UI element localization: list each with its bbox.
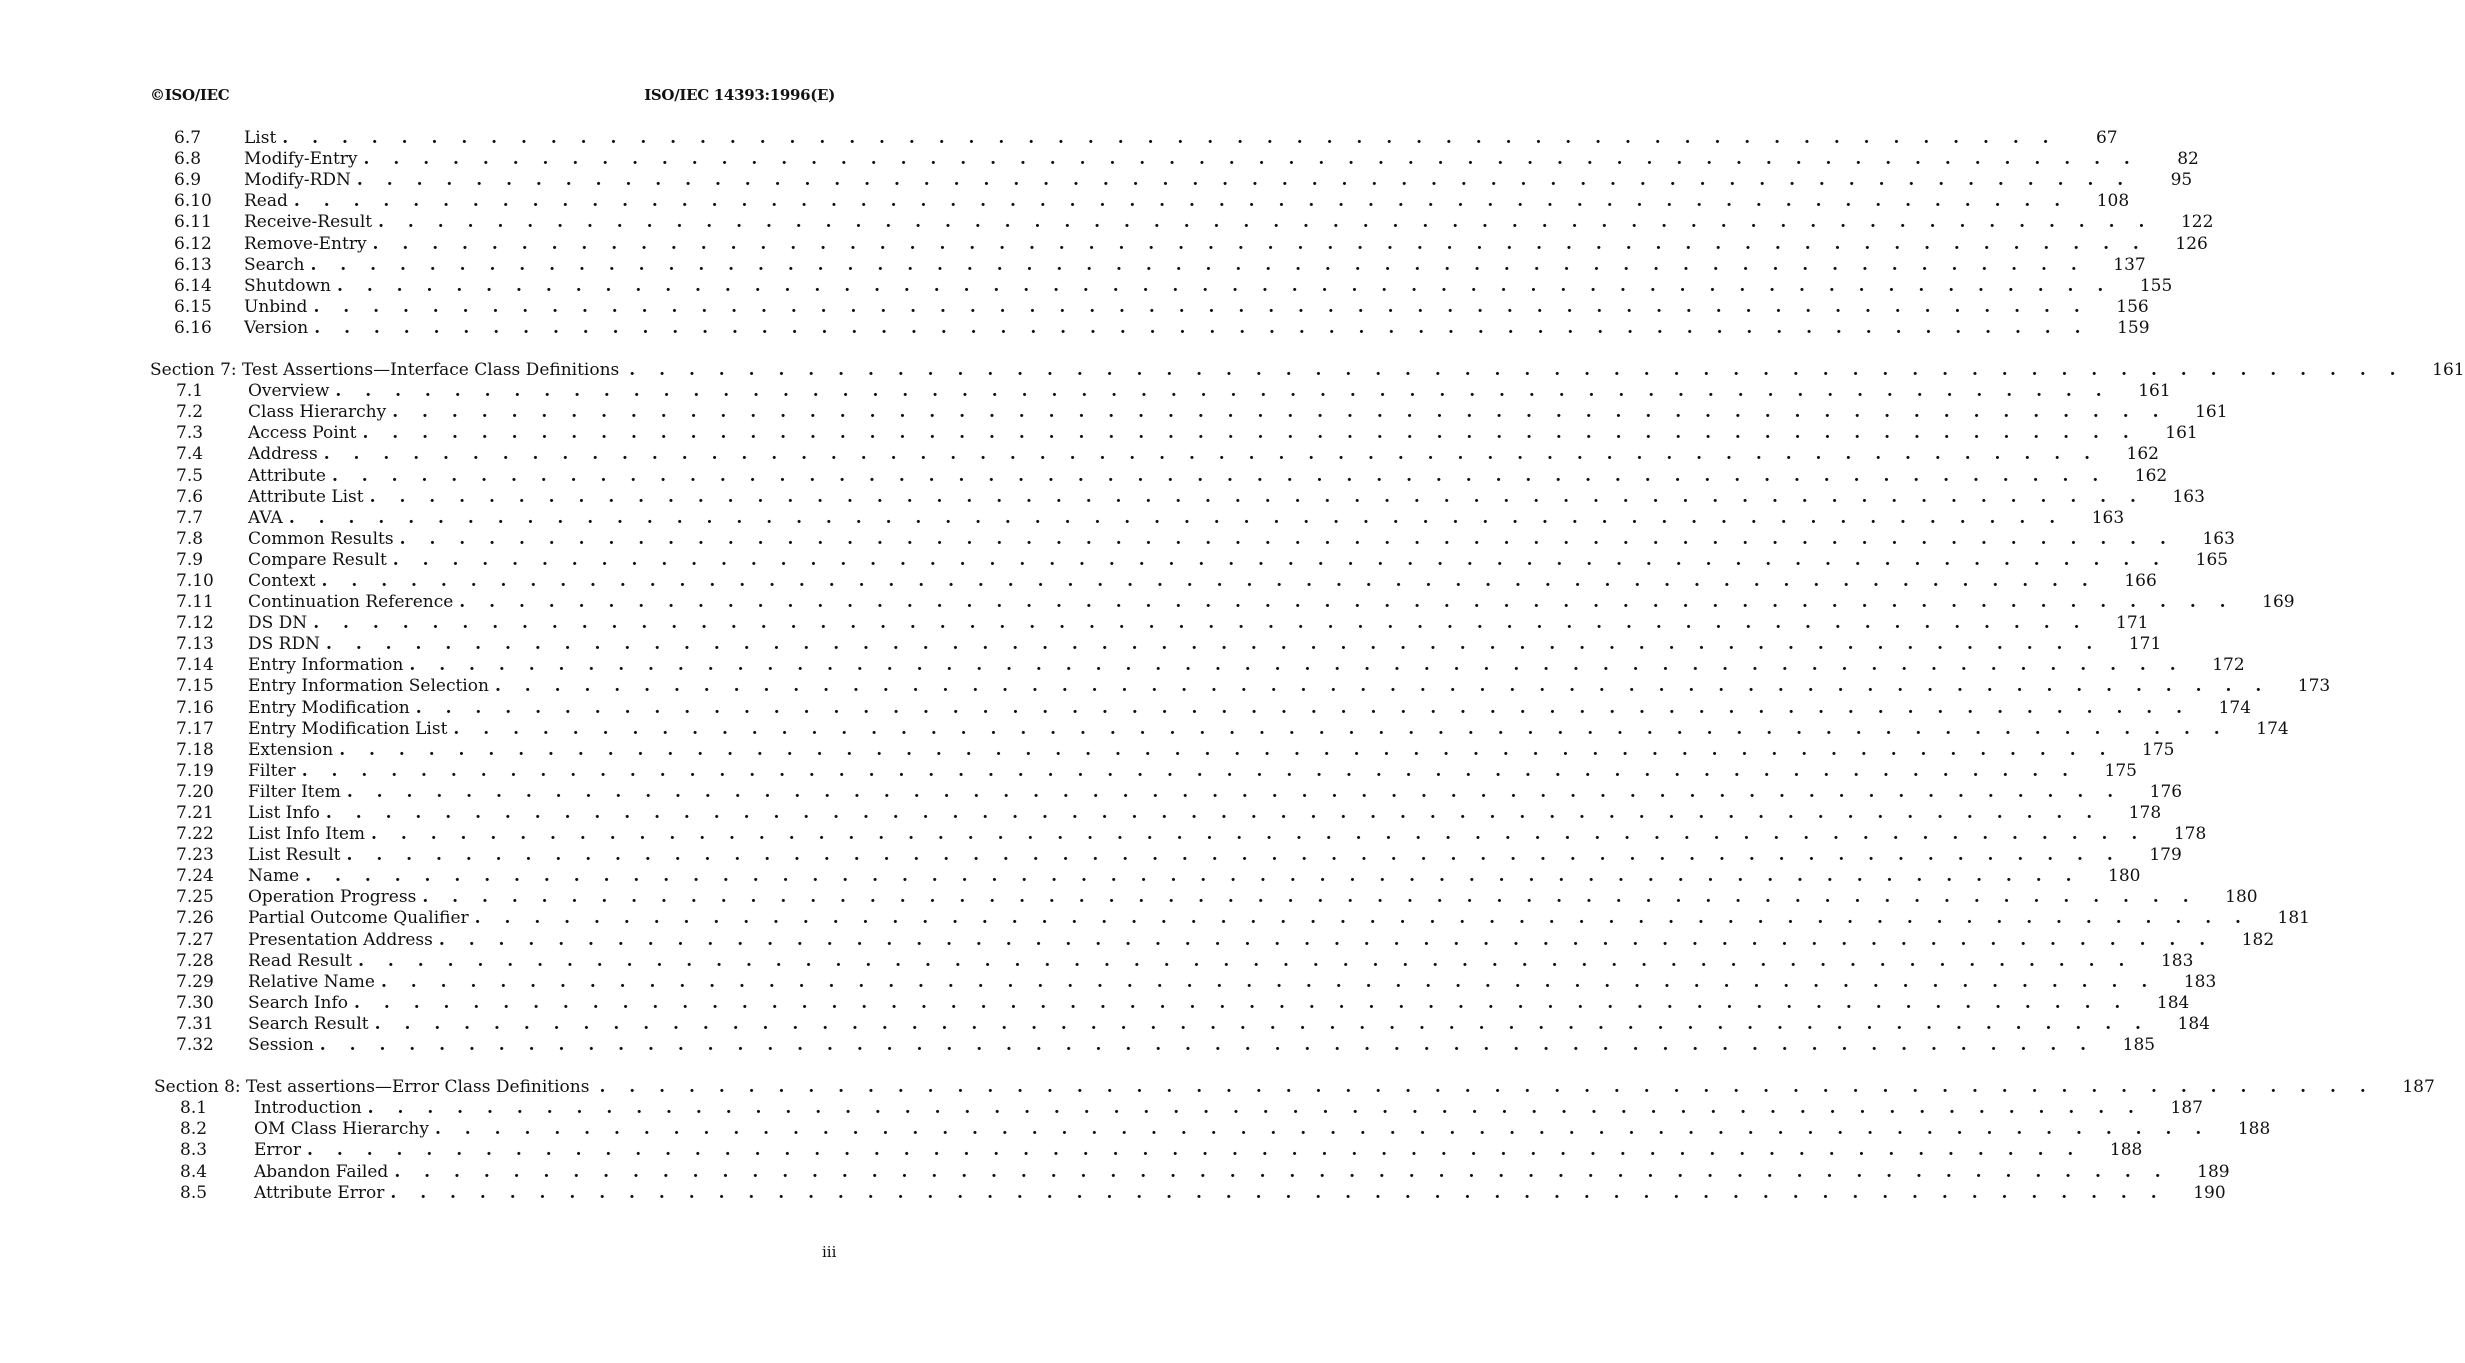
toc-entry-title: Continuation Reference <box>248 592 454 613</box>
toc-entry-number: 7.15 <box>176 676 214 697</box>
toc-entry-number: 7.17 <box>176 718 214 739</box>
toc-page-number: 173 <box>2297 676 2331 697</box>
toc-entry[interactable] <box>150 929 2275 950</box>
toc-entry-number: 7.23 <box>176 845 214 866</box>
toc-dot-leader: . . . . . . . . . . . . . . . . . . . . . . . . . . . . . . . . . . . . . . . . . . . . . . . . . . . . . . . . . . . . <box>369 486 2145 507</box>
toc-entry-number: 7.27 <box>176 929 214 950</box>
toc-entry-number: 7.20 <box>176 781 214 802</box>
toc-dot-leader: . . . . . . . . . . . . . . . . . . . . . . . . . . . . . . . . . . . . . . . . . . . . . . . . . . . . . . . . . . . . <box>323 444 2099 465</box>
toc-dot-leader: . . . . . . . . . . . . . . . . . . . . . . . . . . . . . . . . . . . . . . . . . . . . . . . . . . . . . . . . . . . . <box>599 1077 2375 1098</box>
toc-entry[interactable] <box>150 760 2137 782</box>
toc-entry-title: Operation Progress <box>248 887 417 908</box>
page-header <box>150 86 835 104</box>
toc-section-title: Section 7: Test Assertions—Interface Class Definitions <box>150 360 620 381</box>
toc-dot-leader: . . . . . . . . . . . . . . . . . . . . . . . . . . . . . . . . . . . . . . . . . . . . . . . . . . . . . . . . . . . . <box>371 824 2147 845</box>
toc-page-number: 180 <box>2225 887 2258 908</box>
toc-dot-leader: . . . . . . . . . . . . . . . . . . . . . . . . . . . . . . . . . . . . . . . . . . . . . . . . . . . . . . . . . . . . <box>374 1013 2150 1034</box>
toc-entry-number: 7.3 <box>176 423 204 444</box>
toc-dot-leader: . . . . . . . . . . . . . . . . . . . . . . . . . . . . . . . . . . . . . . . . . . . . . . . . . . . . . . . . . . . . <box>394 1161 2170 1182</box>
toc-entry[interactable] <box>150 1182 2226 1204</box>
toc-entry-number: 7.1 <box>176 381 204 402</box>
toc-dot-leader: . . . . . . . . . . . . . . . . . . . . . . . . . . . . . . . . . . . . . . . . . . . . . . . . . . . . . . . . . . . . <box>378 212 2154 233</box>
toc-dot-leader: . . . . . . . . . . . . . . . . . . . . . . . . . . . . . . . . . . . . . . . . . . . . . . . . . . . . . . . . . . . . <box>319 1035 2096 1056</box>
toc-entry-number: 6.12 <box>174 233 212 254</box>
toc-entry[interactable] <box>150 950 2194 972</box>
toc-page-number: 187 <box>2170 1098 2203 1119</box>
toc-entry-title: Relative Name <box>248 971 375 992</box>
toc-group-section-8 <box>150 1098 2271 1203</box>
toc-entry[interactable] <box>150 402 2228 423</box>
toc-page-number: 188 <box>2237 1119 2271 1140</box>
toc-entry[interactable] <box>150 507 2125 529</box>
toc-entry-number: 7.22 <box>176 824 214 845</box>
toc-page-number: 169 <box>2262 592 2295 613</box>
toc-dot-leader: . . . . . . . . . . . . . . . . . . . . . . . . . . . . . . . . . . . . . . . . . . . . . . . . . . . . . . . . . . . . <box>301 760 2077 781</box>
toc-entry-title: Common Results <box>248 528 394 549</box>
toc-dot-leader: . . . . . . . . . . . . . . . . . . . . . . . . . . . . . . . . . . . . . . . . . . . . . . . . . . . . . . . . . . . . <box>356 170 2133 191</box>
toc-page-number: 175 <box>2104 760 2137 781</box>
toc-dot-leader: . . . . . . . . . . . . . . . . . . . . . . . . . . . . . . . . . . . . . . . . . . . . . . . . . . . . . . . . . . . . <box>339 739 2115 760</box>
toc-entry[interactable] <box>150 1035 2156 1056</box>
toc-dot-leader: . . . . . . . . . . . . . . . . . . . . . . . . . . . . . . . . . . . . . . . . . . . . . . . . . . . . . . . . . . . . <box>629 360 2405 381</box>
toc-entry-title: DS DN <box>248 613 308 634</box>
toc-entry-number: 7.8 <box>176 528 204 549</box>
toc-entry[interactable] <box>150 381 2171 402</box>
toc-entry[interactable] <box>150 128 2118 149</box>
toc-entry[interactable] <box>150 739 2175 761</box>
toc-page-number: 156 <box>2116 296 2149 317</box>
toc-entry-title: Search Result <box>248 1013 369 1034</box>
toc-entry-number: 7.12 <box>176 613 214 634</box>
toc-dot-leader: . . . . . . . . . . . . . . . . . . . . . . . . . . . . . . . . . . . . . . . . . . . . . . . . . . . . . . . . . . . . <box>321 570 2097 591</box>
toc-entry[interactable] <box>150 444 2159 465</box>
toc-dot-leader: . . . . . . . . . . . . . . . . . . . . . . . . . . . . . . . . . . . . . . . . . . . . . . . . . . . . . . . . . . . . <box>307 1140 2083 1161</box>
toc-dot-leader: . . . . . . . . . . . . . . . . . . . . . . . . . . . . . . . . . . . . . . . . . . . . . . . . . . . . . . . . . . . . <box>474 908 2250 929</box>
toc-entry[interactable] <box>150 592 2295 613</box>
toc-dot-leader: . . . . . . . . . . . . . . . . . . . . . . . . . . . . . . . . . . . . . . . . . . . . . . . . . . . . . . . . . . . . <box>362 423 2138 444</box>
toc-page-number: 189 <box>2197 1161 2230 1182</box>
toc-page-number: 184 <box>2177 1013 2210 1034</box>
toc-entry-number: 7.7 <box>176 507 204 528</box>
toc-dot-leader: . . . . . . . . . . . . . . . . . . . . . . . . . . . . . . . . . . . . . . . . . . . . . . . . . . . . . . . . . . . . <box>367 1098 2143 1119</box>
toc-dot-leader: . . . . . . . . . . . . . . . . . . . . . . . . . . . . . . . . . . . . . . . . . . . . . . . . . . . . . . . . . . . . <box>392 402 2168 423</box>
toc-entry[interactable] <box>150 486 2205 508</box>
toc-entry[interactable] <box>150 423 2198 444</box>
toc-page-number: 126 <box>2175 233 2208 254</box>
toc-dot-leader: . . . . . . . . . . . . . . . . . . . . . . . . . . . . . . . . . . . . . . . . . . . . . . . . . . . . . . . . . . . . <box>288 507 2065 528</box>
toc-entry-title: Abandon Failed <box>254 1161 389 1182</box>
toc-entry[interactable] <box>150 971 2217 993</box>
toc-dot-leader: . . . . . . . . . . . . . . . . . . . . . . . . . . . . . . . . . . . . . . . . . . . . . . . . . . . . . . . . . . . . <box>331 465 2108 486</box>
toc-page-number: 178 <box>2128 803 2162 823</box>
header-standard-id: ISO/IEC 14393:1996(E) <box>644 86 835 104</box>
toc-entry-title: Context <box>248 570 316 591</box>
toc-entry[interactable] <box>150 317 2150 339</box>
toc-section-title: Section 8: Test assertions—Error Class Definitions <box>154 1077 590 1098</box>
toc-dot-leader: . . . . . . . . . . . . . . . . . . . . . . . . . . . . . . . . . . . . . . . . . . . . . . . . . . . . . . . . . . . . <box>310 254 2086 275</box>
toc-entry-number: 8.2 <box>180 1119 208 1140</box>
toc-entry-title: Access Point <box>248 423 357 444</box>
toc-entry-number: 7.13 <box>176 634 214 655</box>
toc-entry[interactable] <box>150 1140 2143 1161</box>
toc-page-number: 165 <box>2195 549 2229 570</box>
toc-page-number: 188 <box>2109 1140 2143 1161</box>
toc-entry[interactable] <box>150 233 2208 254</box>
toc-page-number: 182 <box>2241 929 2275 950</box>
toc-page-number: 185 <box>2122 1035 2156 1056</box>
toc-page-number: 174 <box>2256 718 2289 739</box>
toc-spacer <box>150 1056 842 1077</box>
toc-entry-number: 7.30 <box>176 992 214 1013</box>
toc-entry-number: 7.24 <box>176 866 214 887</box>
toc-dot-leader: . . . . . . . . . . . . . . . . . . . . . . . . . . . . . . . . . . . . . . . . . . . . . . . . . . . . . . . . . . . . <box>399 528 2175 549</box>
toc-dot-leader: . . . . . . . . . . . . . . . . . . . . . . . . . . . . . . . . . . . . . . . . . . . . . . . . . . . . . . . . . . . . <box>380 971 2157 992</box>
toc-page-number: 137 <box>2113 254 2146 275</box>
toc-entry-title: Attribute Error <box>254 1182 385 1203</box>
toc-entry-title: Error <box>254 1140 302 1161</box>
toc-entry-title: Partial Outcome Qualifier <box>248 908 469 929</box>
toc-page-number: 174 <box>2218 697 2252 718</box>
toc-section-8-heading[interactable] <box>150 1077 2435 1098</box>
toc-entry-number: 6.15 <box>174 296 212 317</box>
toc-entry-number: 7.16 <box>176 697 214 718</box>
toc-dot-leader: . . . . . . . . . . . . . . . . . . . . . . . . . . . . . . . . . . . . . . . . . . . . . . . . . . . . . . . . . . . . <box>354 992 2130 1013</box>
toc-entry-title: DS RDN <box>248 634 320 655</box>
toc-entry-number: 7.21 <box>176 803 214 823</box>
toc-entry-title: Extension <box>248 739 334 760</box>
table-of-contents <box>150 128 2465 1204</box>
toc-page-number: 187 <box>2402 1077 2435 1098</box>
toc-page-number: 159 <box>2117 317 2150 338</box>
toc-dot-leader: . . . . . . . . . . . . . . . . . . . . . . . . . . . . . . . . . . . . . . . . . . . . . . . . . . . . . . . . . . . . <box>494 676 2271 697</box>
toc-entry[interactable] <box>150 149 2199 170</box>
toc-entry-number: 6.8 <box>174 149 202 170</box>
toc-dot-leader: . . . . . . . . . . . . . . . . . . . . . . . . . . . . . . . . . . . . . . . . . . . . . . . . . . . . . . . . . . . . <box>313 613 2089 634</box>
toc-entry-title: Modify-RDN <box>244 170 351 191</box>
toc-entry-title: Filter <box>248 760 296 781</box>
toc-dot-leader: . . . . . . . . . . . . . . . . . . . . . . . . . . . . . . . . . . . . . . . . . . . . . . . . . . . . . . . . . . . . <box>337 275 2113 296</box>
toc-entry-number: 6.11 <box>174 212 212 233</box>
toc-page-number: 162 <box>2126 444 2159 465</box>
toc-page-number: 175 <box>2142 739 2175 760</box>
toc-entry[interactable] <box>150 992 2190 1014</box>
toc-entry[interactable] <box>150 655 2245 676</box>
toc-entry[interactable] <box>150 613 2149 634</box>
toc-entry-number: 7.19 <box>176 760 214 781</box>
toc-entry-number: 7.31 <box>176 1013 214 1034</box>
toc-dot-leader: . . . . . . . . . . . . . . . . . . . . . . . . . . . . . . . . . . . . . . . . . . . . . . . . . . . . . . . . . . . . <box>335 381 2111 402</box>
toc-entry-title: Entry Modification <box>248 697 410 718</box>
toc-entry-number: 8.4 <box>180 1161 208 1182</box>
toc-entry-title: Search Info <box>248 992 349 1013</box>
toc-dot-leader: . . . . . . . . . . . . . . . . . . . . . . . . . . . . . . . . . . . . . . . . . . . . . . . . . . . . . . . . . . . . <box>293 191 2070 212</box>
toc-dot-leader: . . . . . . . . . . . . . . . . . . . . . . . . . . . . . . . . . . . . . . . . . . . . . . . . . . . . . . . . . . . . <box>438 929 2215 950</box>
toc-page-number: 176 <box>2149 781 2183 802</box>
toc-entry-title: Class Hierarchy <box>248 402 387 423</box>
toc-entry-title: List Result <box>248 845 341 866</box>
toc-entry[interactable] <box>150 170 2193 191</box>
toc-dot-leader: . . . . . . . . . . . . . . . . . . . . . . . . . . . . . . . . . . . . . . . . . . . . . . . . . . . . . . . . . . . . <box>422 887 2198 908</box>
toc-page-number: 161 <box>2138 381 2171 402</box>
toc-dot-leader: . . . . . . . . . . . . . . . . . . . . . . . . . . . . . . . . . . . . . . . . . . . . . . . . . . . . . . . . . . . . <box>325 803 2102 823</box>
toc-entry-number: 7.28 <box>176 950 214 971</box>
toc-page-number: 180 <box>2108 866 2141 887</box>
toc-dot-leader: . . . . . . . . . . . . . . . . . . . . . . . . . . . . . . . . . . . . . . . . . . . . . . . . . . . . . . . . . . . . <box>434 1119 2211 1140</box>
toc-entry-title: Modify-Entry <box>244 149 358 170</box>
toc-page-number: 163 <box>2172 486 2205 507</box>
toc-page-number: 190 <box>2193 1182 2226 1203</box>
toc-spacer <box>150 339 842 360</box>
toc-entry[interactable] <box>150 824 2207 845</box>
toc-entry[interactable] <box>150 676 2331 697</box>
toc-page-number: 178 <box>2173 824 2207 845</box>
toc-entry-number: 7.18 <box>176 739 214 760</box>
toc-entry-title: AVA <box>248 507 283 528</box>
toc-page-number: 161 <box>2165 423 2198 444</box>
toc-entry-title: Entry Information <box>248 655 404 676</box>
toc-entry[interactable] <box>150 781 2183 803</box>
toc-entry-title: Overview <box>248 381 330 402</box>
toc-page-number: 163 <box>2202 528 2235 549</box>
toc-entry-title: List Info Item <box>248 824 366 845</box>
toc-page-number: 163 <box>2091 507 2125 528</box>
toc-entry-title: Receive-Result <box>244 212 373 233</box>
toc-entry-number: 7.10 <box>176 570 214 591</box>
toc-entry[interactable] <box>150 908 2310 929</box>
toc-entry-title: Attribute List <box>248 486 364 507</box>
toc-entry-title: List <box>244 128 277 149</box>
toc-dot-leader: . . . . . . . . . . . . . . . . . . . . . . . . . . . . . . . . . . . . . . . . . . . . . . . . . . . . . . . . . . . . <box>392 549 2169 570</box>
header-copyright: ©ISO/IEC <box>150 86 230 104</box>
toc-entry-title: List Info <box>248 803 320 823</box>
toc-entry[interactable] <box>150 549 2229 571</box>
toc-page-number: 166 <box>2124 570 2157 591</box>
toc-entry-number: 7.14 <box>176 655 214 676</box>
toc-entry[interactable] <box>150 697 2252 718</box>
toc-dot-leader: . . . . . . . . . . . . . . . . . . . . . . . . . . . . . . . . . . . . . . . . . . . . . . . . . . . . . . . . . . . . <box>415 697 2192 718</box>
toc-entry-title: Read Result <box>248 950 353 971</box>
toc-entry[interactable] <box>150 634 2162 655</box>
toc-entry[interactable] <box>150 866 2141 887</box>
toc-page-number: 171 <box>2116 613 2149 634</box>
toc-entry-title: Version <box>244 317 309 338</box>
toc-entry-number: 7.5 <box>176 465 204 486</box>
toc-dot-leader: . . . . . . . . . . . . . . . . . . . . . . . . . . . . . . . . . . . . . . . . . . . . . . . . . . . . . . . . . . . . <box>305 866 2081 887</box>
toc-page-number: 161 <box>2432 360 2465 381</box>
toc-page-number: 181 <box>2277 908 2310 929</box>
toc-dot-leader: . . . . . . . . . . . . . . . . . . . . . . . . . . . . . . . . . . . . . . . . . . . . . . . . . . . . . . . . . . . . <box>453 718 2229 739</box>
toc-entry[interactable] <box>150 1161 2230 1182</box>
toc-entry-number: 7.29 <box>176 971 214 992</box>
toc-entry-number: 7.32 <box>176 1035 214 1056</box>
toc-entry[interactable] <box>150 528 2235 550</box>
toc-entry-title: Compare Result <box>248 549 387 570</box>
toc-entry[interactable] <box>150 803 2162 824</box>
toc-entry-number: 6.13 <box>174 254 212 275</box>
toc-entry[interactable] <box>150 212 2214 233</box>
toc-entry[interactable] <box>150 1013 2210 1035</box>
toc-entry[interactable] <box>150 275 2173 297</box>
toc-entry[interactable] <box>150 887 2258 908</box>
toc-group-section-7 <box>150 381 2331 1056</box>
toc-entry-title: Shutdown <box>244 275 331 296</box>
toc-dot-leader: . . . . . . . . . . . . . . . . . . . . . . . . . . . . . . . . . . . . . . . . . . . . . . . . . . . . . . . . . . . . <box>314 317 2090 338</box>
toc-entry-number: 7.4 <box>176 444 204 465</box>
toc-page-number: 171 <box>2128 634 2162 655</box>
toc-entry-title: Remove-Entry <box>244 233 367 254</box>
toc-entry-title: Filter Item <box>248 781 341 802</box>
toc-dot-leader: . . . . . . . . . . . . . . . . . . . . . . . . . . . . . . . . . . . . . . . . . . . . . . . . . . . . . . . . . . . . <box>459 592 2235 613</box>
toc-entry-number: 7.25 <box>176 887 214 908</box>
toc-entry-number: 7.2 <box>176 402 204 423</box>
toc-entry[interactable] <box>150 845 2182 866</box>
toc-page-number: 95 <box>2170 170 2193 191</box>
toc-dot-leader: . . . . . . . . . . . . . . . . . . . . . . . . . . . . . . . . . . . . . . . . . . . . . . . . . . . . . . . . . . . . <box>325 634 2102 655</box>
toc-entry[interactable] <box>150 570 2157 592</box>
toc-dot-leader: . . . . . . . . . . . . . . . . . . . . . . . . . . . . . . . . . . . . . . . . . . . . . . . . . . . . . . . . . . . . <box>363 149 2139 170</box>
toc-entry-title: Presentation Address <box>248 929 433 950</box>
toc-entry-title: Attribute <box>248 465 326 486</box>
toc-entry-number: 6.14 <box>174 275 212 296</box>
toc-entry-number: 7.6 <box>176 486 204 507</box>
toc-entry-number: 6.16 <box>174 317 212 338</box>
toc-dot-leader: . . . . . . . . . . . . . . . . . . . . . . . . . . . . . . . . . . . . . . . . . . . . . . . . . . . . . . . . . . . . <box>409 655 2185 676</box>
toc-entry-number: 8.5 <box>180 1182 208 1203</box>
toc-dot-leader: . . . . . . . . . . . . . . . . . . . . . . . . . . . . . . . . . . . . . . . . . . . . . . . . . . . . . . . . . . . . <box>313 296 2089 317</box>
toc-page-number: 184 <box>2156 992 2190 1013</box>
page-number-footer: iii <box>822 1243 837 1261</box>
toc-entry-title: Address <box>248 444 318 465</box>
toc-page-number: 183 <box>2183 971 2217 992</box>
toc-entry[interactable] <box>150 718 2289 740</box>
toc-entry-title: Unbind <box>244 296 308 317</box>
toc-dot-leader: . . . . . . . . . . . . . . . . . . . . . . . . . . . . . . . . . . . . . . . . . . . . . . . . . . . . . . . . . . . . <box>358 950 2134 971</box>
toc-page-number: 179 <box>2149 845 2182 866</box>
toc-page-number: 162 <box>2134 465 2168 486</box>
toc-entry-number: 6.7 <box>174 128 202 149</box>
toc-entry-number: 7.26 <box>176 908 214 929</box>
toc-dot-leader: . . . . . . . . . . . . . . . . . . . . . . . . . . . . . . . . . . . . . . . . . . . . . . . . . . . . . . . . . . . . <box>282 128 2058 149</box>
toc-page-number: 82 <box>2177 149 2199 170</box>
toc-entry-title: Entry Modification List <box>248 718 448 739</box>
toc-page-number: 155 <box>2139 275 2173 296</box>
toc-page-number: 108 <box>2096 191 2130 212</box>
toc-page-number: 183 <box>2160 950 2194 971</box>
toc-page-number: 172 <box>2212 655 2245 676</box>
toc-entry[interactable] <box>150 1119 2271 1140</box>
toc-entry-number: 6.9 <box>174 170 202 191</box>
toc-entry-number: 8.3 <box>180 1140 208 1161</box>
toc-entry[interactable] <box>150 296 2149 318</box>
toc-entry-title: Name <box>248 866 300 887</box>
toc-entry[interactable] <box>150 465 2168 486</box>
toc-entry-number: 7.11 <box>176 592 214 613</box>
toc-dot-leader: . . . . . . . . . . . . . . . . . . . . . . . . . . . . . . . . . . . . . . . . . . . . . . . . . . . . . . . . . . . . <box>372 233 2148 254</box>
toc-dot-leader: . . . . . . . . . . . . . . . . . . . . . . . . . . . . . . . . . . . . . . . . . . . . . . . . . . . . . . . . . . . . <box>346 845 2122 866</box>
toc-entry[interactable] <box>150 1098 2203 1119</box>
toc-section-7-heading[interactable] <box>150 360 2465 381</box>
toc-entry-number: 6.10 <box>174 191 212 212</box>
toc-entry-title: Entry Information Selection <box>248 676 489 697</box>
toc-page-number: 161 <box>2195 402 2228 423</box>
toc-entry-number: 8.1 <box>180 1098 208 1119</box>
toc-group-section-6 <box>150 128 2214 339</box>
toc-dot-leader: . . . . . . . . . . . . . . . . . . . . . . . . . . . . . . . . . . . . . . . . . . . . . . . . . . . . . . . . . . . . <box>346 781 2123 802</box>
toc-entry-number: 7.9 <box>176 549 204 570</box>
toc-entry-title: Read <box>244 191 288 212</box>
toc-dot-leader: . . . . . . . . . . . . . . . . . . . . . . . . . . . . . . . . . . . . . . . . . . . . . . . . . . . . . . . . . . . . <box>390 1182 2166 1203</box>
toc-page-number: 67 <box>2095 128 2118 149</box>
toc-entry-title: OM Class Hierarchy <box>254 1119 429 1140</box>
toc-entry[interactable] <box>150 191 2130 212</box>
toc-entry-title: Session <box>248 1035 314 1056</box>
toc-entry-title: Search <box>244 254 305 275</box>
toc-entry-title: Introduction <box>254 1098 362 1119</box>
toc-entry[interactable] <box>150 254 2146 276</box>
toc-page-number: 122 <box>2180 212 2214 233</box>
